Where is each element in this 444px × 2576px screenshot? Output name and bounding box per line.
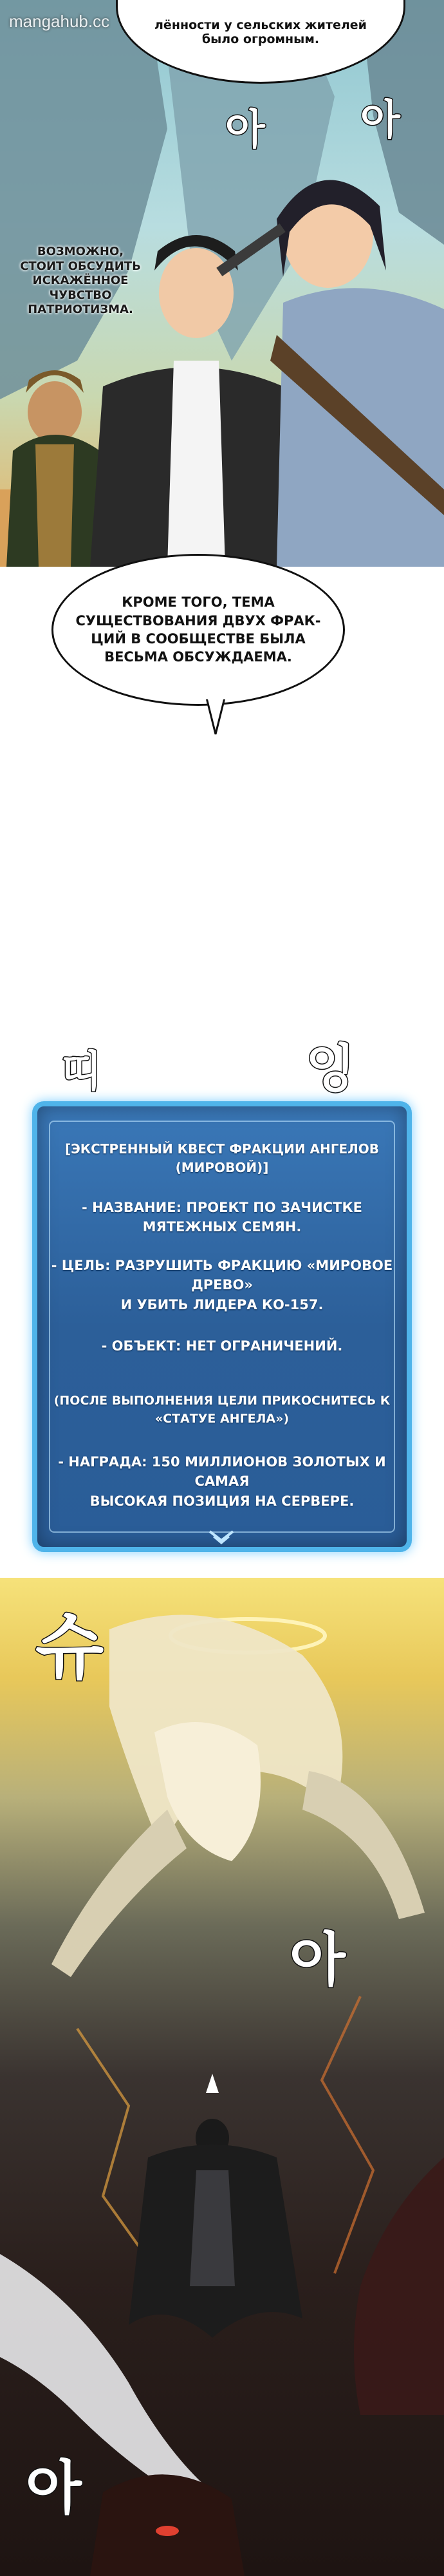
speech-bubble-top-text: лённости у сельских жителей было огромным. [154,18,367,46]
sfx-a-middle: 아 [290,1926,346,1994]
sfx-swoosh: 슈 [35,1606,104,1689]
sfx-ding-right: 잉 [306,1039,356,1099]
speech-bubble-factions-text: КРОМЕ ТОГО, ТЕМА СУЩЕСТВОВАНИЯ ДВУХ ФРАК- ЦИЙ В СООБЩЕСТВЕ БЫЛА ВЕСЬМА ОБСУЖДАЕМА. [75,594,321,665]
caption-patriotism: ВОЗМОЖНО, СТОИТ ОБСУДИТЬ ИСКАЖЁННОЕ ЧУВСТВО ПАТРИОТИЗМА. [20,245,141,316]
quest-object: - ОБЪЕКТ: НЕТ ОГРАНИЧЕНИЙ. [101,1338,343,1354]
panel-characters [0,0,444,567]
speech-bubble-factions [51,554,345,706]
panel-angel-art [0,1578,444,2576]
quest-note: (ПОСЛЕ ВЫПОЛНЕНИЯ ЦЕЛИ ПРИКОСНИТЕСЬ К «СТАТУЕ АНГЕЛА») [53,1394,391,1426]
sfx-a-right: 아 [360,97,400,144]
quest-goal: - ЦЕЛЬ: РАЗРУШИТЬ ФРАКЦИЮ «МИРОВОЕ ДРЕВО» И УБИТЬ ЛИДЕРА КО-157. [51,1258,393,1312]
quest-window [32,1101,412,1552]
panel-angel [0,1578,444,2576]
watermark: mangahub.cc [9,12,110,31]
quest-reward: - НАГРАДА: 150 МИЛЛИОНОВ ЗОЛОТЫХ И САМАЯ ВЫСОКАЯ ПОЗИЦИЯ НА СЕРВЕРЕ. [58,1454,386,1509]
quest-title: [ЭКСТРЕННЫЙ КВЕСТ ФРАКЦИИ АНГЕЛОВ (МИРОВОЙ)] [64,1141,380,1175]
speech-bubble-factions-tail [199,696,251,747]
sfx-ding-left: 띠 [61,1046,102,1096]
sfx-a-left: 아 [225,106,265,154]
sfx-a-bottom: 아 [26,2454,82,2522]
quest-name: - НАЗВАНИЕ: ПРОЕКТ ПО ЗАЧИСТКЕ МЯТЕЖНЫХ СЕМЯН. [82,1200,362,1235]
chevron-down-icon [206,1528,237,1547]
